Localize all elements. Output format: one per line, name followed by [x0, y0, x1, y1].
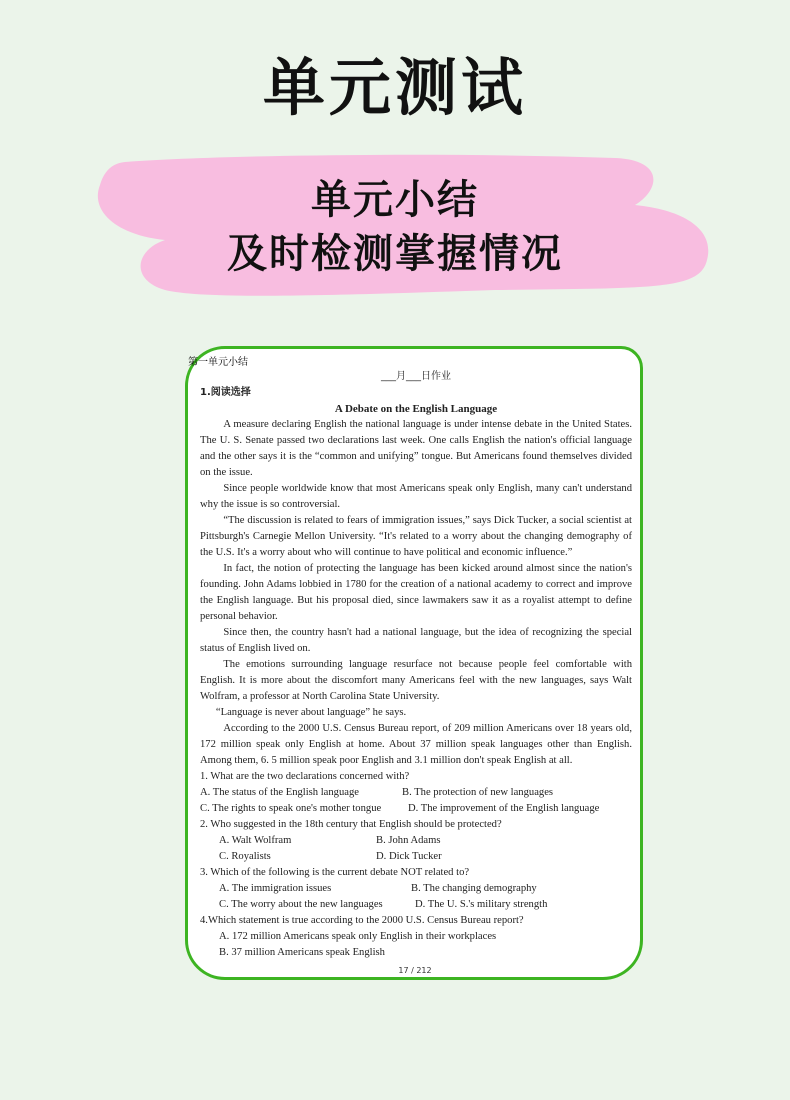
paragraph: Since people worldwide know that most Americans speak only English, many can't understand why the issue is so controversial. [200, 483, 632, 510]
option: A. 172 million Americans speak only English in their workplaces [219, 931, 497, 942]
paragraph: “The discussion is related to fears of immigration issues,” says Dick Tucker, a social scientist at Pittsburgh's Carnegie Mellon University. “It's related to a worry about the changing demography of the U.S. It's a worry about who will continue to have political and economic influence.” [200, 515, 632, 558]
article-title: A Debate on the English Language [334, 403, 498, 415]
page-number: 17 / 212 [398, 966, 432, 975]
option: B. The protection of new languages [402, 787, 554, 798]
option: C. The rights to speak one's mother tongue [200, 803, 382, 814]
section-heading: 1.阅读选择 [200, 387, 251, 398]
option: D. The U. S.'s military strength [415, 899, 548, 910]
option: D. Dick Tucker [376, 851, 442, 862]
document-content [200, 353, 632, 961]
banner-line-2: 及时检测掌握情况 [227, 231, 563, 277]
option: A. Walt Wolfram [219, 835, 292, 846]
paragraph: Since then, the country hasn't had a national language, but the idea of recognizing the special status of English lived on. [200, 627, 632, 654]
paragraph: According to the 2000 U.S. Census Bureau report, of 209 million Americans over 18 years old, 172 million speak only English at home. About 37 million speak languages other than English. Among them, 6. 5 million speak poor English and 3.1 million don't speak English at all. [200, 723, 632, 766]
question-1: 1. What are the two declarations concerned with? [200, 771, 410, 782]
option: B. The changing demography [411, 883, 537, 894]
paragraph: A measure declaring English the national language is under intense debate in the United States. The U. S. Senate passed two declarations last week. One calls English the nation's official language and the other says it is the “common and unifying” tongue. But Americans found themselves divided on the issue. [200, 419, 632, 478]
option: C. Royalists [219, 851, 271, 862]
option: B. John Adams [376, 835, 441, 846]
question-3: 3. Which of the following is the current debate NOT related to? [200, 867, 470, 878]
option: C. The worry about the new languages [219, 899, 383, 910]
option: A. The immigration issues [219, 883, 332, 894]
question-2: 2. Who suggested in the 18th century that English should be protected? [200, 819, 502, 830]
unit-heading: 第一单元小结 [188, 357, 248, 368]
page-title: 单元测试 [262, 51, 527, 124]
paragraph: In fact, the notion of protecting the language has been kicked around almost since the nation's founding. John Adams lobbied in 1780 for the creation of a national academy to correct and improve the English language. But his proposal died, since lawmakers saw it as a royalist attempt to define personal behavior. [200, 563, 632, 622]
option: D. The improvement of the English language [408, 803, 600, 814]
question-4: 4.Which statement is true according to the 2000 U.S. Census Bureau report? [200, 915, 524, 926]
option: B. 37 million Americans speak English [219, 947, 385, 958]
date-line: ___月___日作业 [381, 371, 451, 382]
banner-line-1: 单元小结 [311, 177, 479, 223]
paragraph: “Language is never about language” he says. [215, 707, 407, 718]
paragraph: The emotions surrounding language resurface not because people feel comfortable with English. It is more about the discomfort many Americans feel with the new languages, says Walt Wolfram, a professor at North Carolina State University. [200, 659, 632, 702]
option: A. The status of the English language [200, 787, 359, 798]
